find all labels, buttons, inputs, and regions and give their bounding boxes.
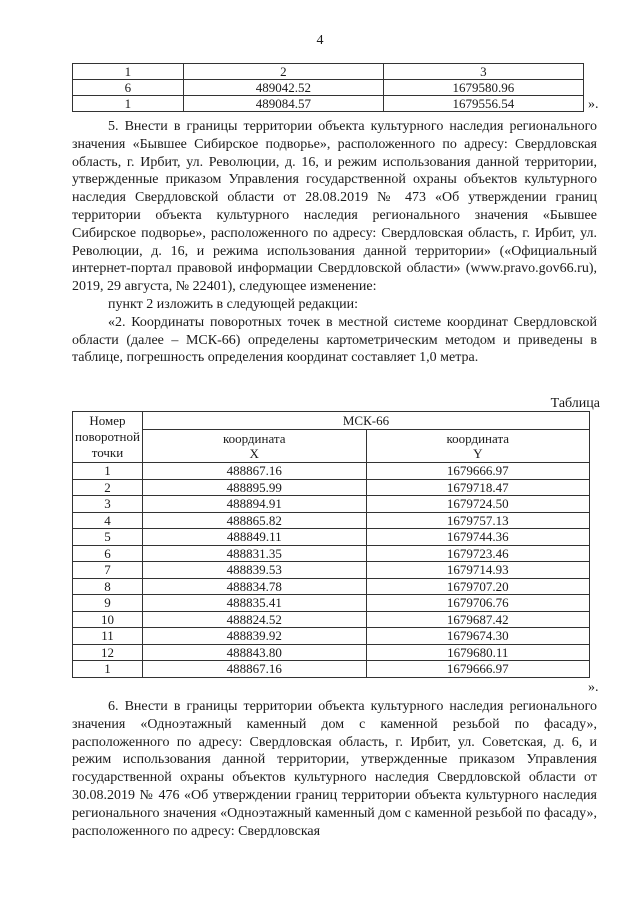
paragraph-5-block — [72, 118, 597, 367]
table-cell: 1679666.97 — [366, 463, 590, 480]
table-cell: 1679707.20 — [366, 578, 590, 595]
table-cell: 1679714.93 — [366, 562, 590, 579]
table-header-cell: 3 — [383, 64, 583, 80]
table-cell: 4 — [73, 512, 143, 529]
table-cell: 1679706.76 — [366, 595, 590, 612]
table-row — [73, 661, 590, 678]
table-row — [73, 545, 590, 562]
table-cell: 488867.16 — [142, 463, 366, 480]
table-cell: 8 — [73, 578, 143, 595]
table-row — [73, 529, 590, 546]
table-cell: 1679757.13 — [366, 512, 590, 529]
table-cell: 1679723.46 — [366, 545, 590, 562]
top-coordinates-table — [72, 63, 584, 112]
column-header-y: координата Y — [366, 430, 590, 463]
table-row — [73, 644, 590, 661]
table-cell: 488867.16 — [142, 661, 366, 678]
paragraph-6-block — [72, 698, 597, 840]
table-cell: 1679556.54 — [383, 96, 583, 112]
table-cell: 2 — [73, 479, 143, 496]
table-cell: 11 — [73, 628, 143, 645]
table-header-row — [73, 64, 584, 80]
table-cell: 488834.78 — [142, 578, 366, 595]
table-cell: 489042.52 — [183, 80, 383, 96]
table-header-cell: 2 — [183, 64, 383, 80]
table-row — [73, 496, 590, 513]
table-cell: 1679718.47 — [366, 479, 590, 496]
table-cell: 1679687.42 — [366, 611, 590, 628]
table-row — [73, 595, 590, 612]
table-cell: 488839.53 — [142, 562, 366, 579]
page-number: 4 — [316, 33, 324, 48]
table-row — [73, 479, 590, 496]
table-cell: 488831.35 — [142, 545, 366, 562]
paragraph-5: 5. Внести в границы территории объекта культурного наследия регионального значения «Бывшее Сибирское подворье», расположенного по адресу: Свердловская область, г. Ирбит, ул. Революции, д. 16, и режим использования данной территории, утвержденные приказом Управления государственной охраны объектов культурного наследия Свердловской области от 28.08.2019 № 473 «Об утверждении границ территории объекта культурного наследия регионального значения «Бывшее Сибирское подворье», расположенного по адресу: Свердловская область, г. Ирбит, ул. Революции, д. 16, и режима использования данной территории» («Официальный интернет-портал правовой информации Свердловской области» (www.pravo.gov66.ru), 2019, 29 августа, № 22401), следующее изменение: — [72, 119, 597, 295]
point-2-instruction: пункт 2 изложить в следующей редакции: — [108, 296, 358, 312]
column-header-point: Номер поворотной точки — [73, 412, 143, 463]
paragraph-6: 6. Внести в границы территории объекта культурного наследия регионального значения «Одноэтажный каменный дом с каменной резьбой по фасаду», расположенного по адресу: Свердловская область, г. Ирбит, ул. Советская, д. 6, и режим использования данной территории, утвержденные приказом Управления государственной охраны объектов культурного наследия Свердловской области от 30.08.2019 № 476 «Об утверждении границ территории объекта культурного наследия регионального значения «Одноэтажный каменный дом с каменной резьбой по фасаду», расположенного по адресу: Свердловская — [72, 699, 597, 839]
table-cell: 1 — [73, 661, 143, 678]
table-cell: 1679680.11 — [366, 644, 590, 661]
table-cell: 7 — [73, 562, 143, 579]
table-cell: 488865.82 — [142, 512, 366, 529]
table-cell: 1679724.50 — [366, 496, 590, 513]
table-cell: 12 — [73, 644, 143, 661]
table-cell: 5 — [73, 529, 143, 546]
table-row — [73, 80, 584, 96]
table-cell: 1 — [73, 96, 184, 112]
quoted-point-2: «2. Координаты поворотных точек в местной системе координат Свердловской области (далее – МСК-66) определены картометрическим методом и приведены в таблице, погрешность определения координат составляет 1,0 метра. — [72, 314, 597, 366]
closing-quote: ». — [588, 680, 599, 695]
column-header-system: МСК-66 — [142, 412, 589, 430]
table-header-row — [73, 430, 590, 463]
table-row — [73, 512, 590, 529]
table-cell: 6 — [73, 545, 143, 562]
table-label: Таблица — [550, 396, 600, 411]
table-cell: 488895.99 — [142, 479, 366, 496]
table-cell: 1679580.96 — [383, 80, 583, 96]
table-cell: 1679744.36 — [366, 529, 590, 546]
table-row — [73, 611, 590, 628]
table-row — [73, 562, 590, 579]
table-header-cell: 1 — [73, 64, 184, 80]
table-cell: 1679666.97 — [366, 661, 590, 678]
table-cell: 489084.57 — [183, 96, 383, 112]
table-cell: 488835.41 — [142, 595, 366, 612]
table-cell: 6 — [73, 80, 184, 96]
closing-quote: ». — [588, 97, 599, 112]
table-row — [73, 463, 590, 480]
table-cell: 3 — [73, 496, 143, 513]
table-row — [73, 578, 590, 595]
msk66-coordinates-table — [72, 411, 590, 678]
column-header-x: координата X — [142, 430, 366, 463]
table-cell: 488894.91 — [142, 496, 366, 513]
table-row — [73, 96, 584, 112]
table-cell: 9 — [73, 595, 143, 612]
table-cell: 488849.11 — [142, 529, 366, 546]
table-cell: 1 — [73, 463, 143, 480]
table-header-row — [73, 412, 590, 430]
table-cell: 488839.92 — [142, 628, 366, 645]
table-cell: 488824.52 — [142, 611, 366, 628]
table-cell: 1679674.30 — [366, 628, 590, 645]
table-row — [73, 628, 590, 645]
table-cell: 488843.80 — [142, 644, 366, 661]
table-cell: 10 — [73, 611, 143, 628]
